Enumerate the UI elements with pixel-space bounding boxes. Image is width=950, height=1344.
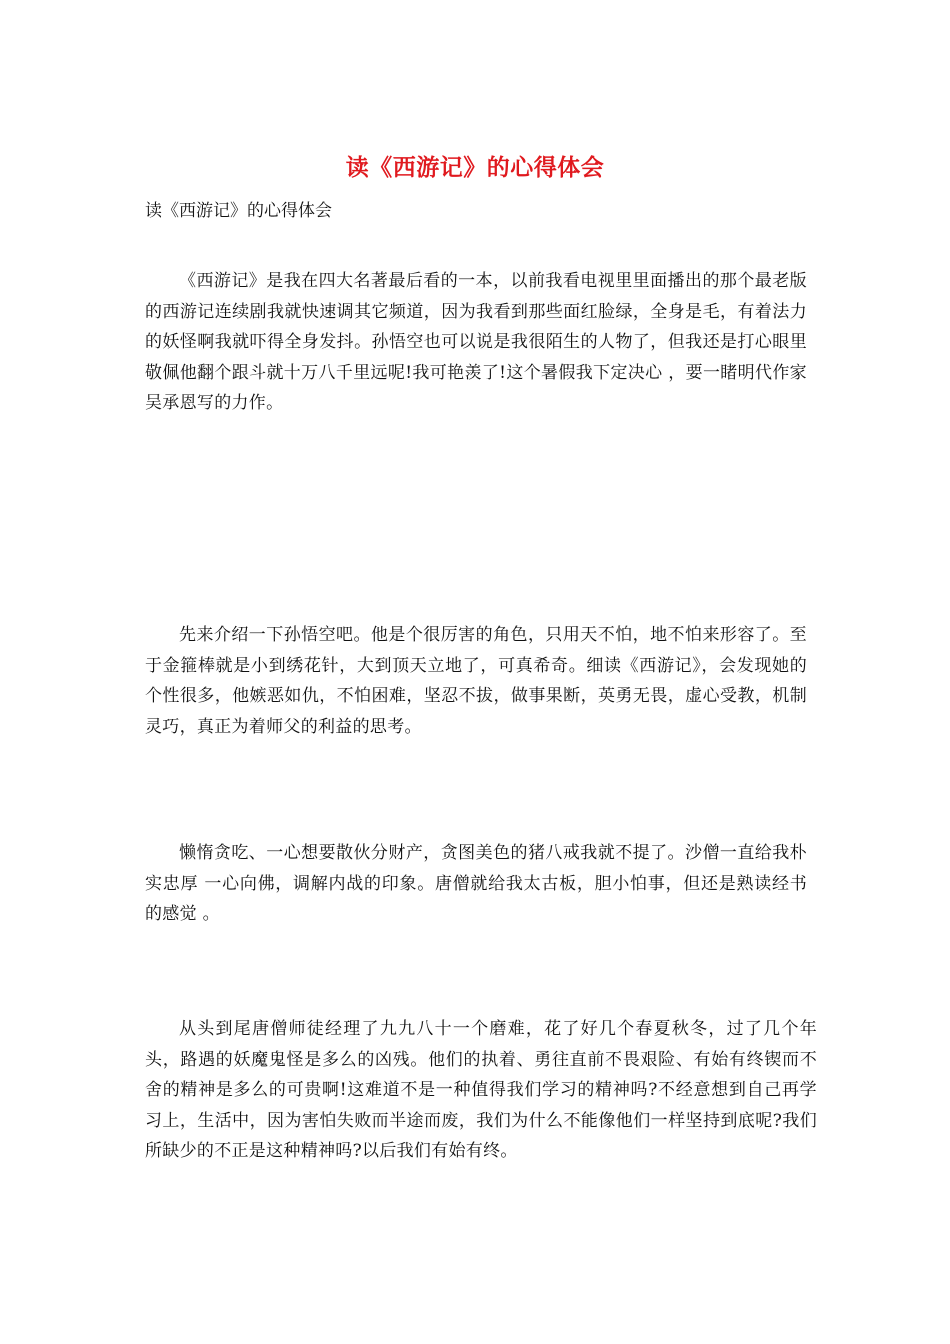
paragraph-sun-wukong: 先来介绍一下孙悟空吧。他是个很厉害的角色，只用天不怕，地不怕来形容了。至于金箍棒就是小到绣花针，大到顶天立地了，可真希奇。细读《西游记》，会发现她的个性很多，他嫉恶如仇，不怕困难，坚忍不拔，做事果断，英勇无畏，虚心受教，机制灵巧，真正为着师父的利益的思考。 <box>145 625 807 737</box>
paragraph-intro: 《西游记》是我在四大名著最后看的一本，以前我看电视里里面播出的那个最老版的西游记连续剧我就快速调其它频道，因为我看到那些面红脸绿，全身是毛，有着法力的妖怪啊我就吓得全身发抖。孙悟空也可以说是我很陌生的人物了，但我还是打心眼里敬佩他翻个跟斗就十万八千里远呢!我可艳羡了!这个暑假我下定决心 ，要一睹明代作家吴承恩写的力作。 <box>145 271 807 414</box>
paragraph-conclusion: 从头到尾唐僧师徒经理了九九八十一个磨难，花了好几个春夏秋冬，过了几个年头，路遇的妖魔鬼怪是多么的凶残。他们的执着、勇往直前不畏艰险、有始有终锲而不舍的精神是多么的可贵啊!这难道不是一种值得我们学习的精神吗?不经意想到自己再学习上，生活中，因为害怕失败而半途而废，我们为什么不能像他们一样坚持到底呢?我们所缺少的不正是这种精神吗?以后我们有始有终。 <box>145 1019 817 1162</box>
paragraph-other-characters: 懒惰贪吃、一心想要散伙分财产，贪图美色的猪八戒我就不提了。沙僧一直给我朴实忠厚 一心向佛，调解内战的印象。唐僧就给我太古板，胆小怕事，但还是熟读经书的感觉 。 <box>145 843 807 925</box>
page-title: 读《西游记》的心得体会 <box>345 154 605 181</box>
document-subtitle: 读《西游记》的心得体会 <box>145 201 332 221</box>
